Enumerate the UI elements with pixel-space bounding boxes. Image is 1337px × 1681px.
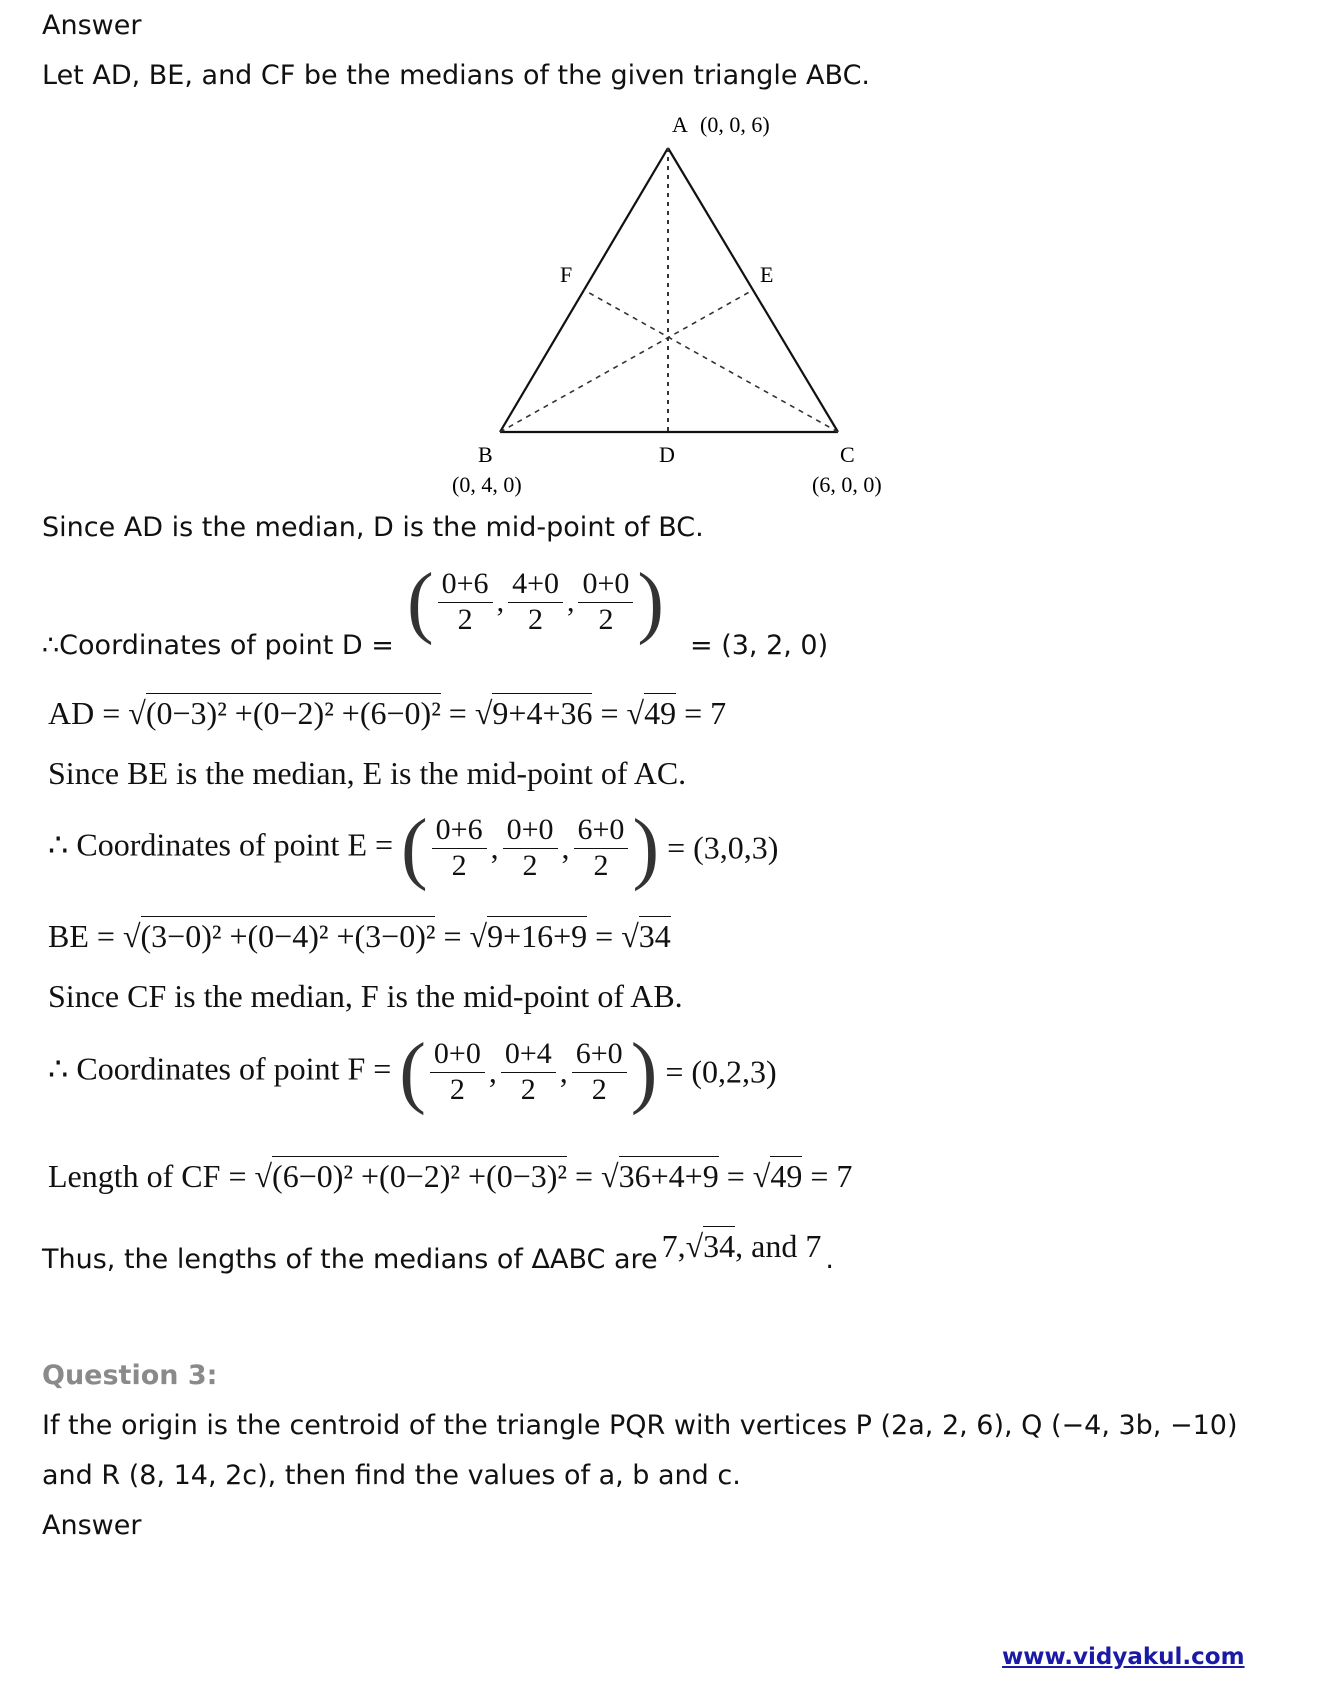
question-heading: Question 3: [42,1360,218,1391]
e-coordinate-line: ∴ Coordinates of point E = ( $\frac{0+6}{2}$ , $\frac{0+0}{2}$ , $\frac{6+0}{2}$ ) = (3,0,3) [48,804,779,892]
median-be [500,290,753,432]
d-fraction-group: ( $\frac{0+6}{2}$ , $\frac{4+0}{2}$ , $\frac{0+0}{2}$ ) [407,558,665,646]
be-equation: BE = √(3−0)² +(0−4)² +(3−0)² = √9+16+9 = √34 [48,918,671,954]
label-a: A [672,112,688,137]
answer-heading-2: Answer [42,1510,142,1541]
median-cf [584,290,838,432]
f-result: = (0,2,3) [665,1053,777,1090]
label-c: C [840,442,855,467]
answer-heading: Answer [42,10,142,41]
d-result: = (3, 2, 0) [690,630,829,661]
label-b: B [478,442,493,467]
conclusion-line: Thus, the lengths of the medians of ΔABC are 7,√34, and 7 . [42,1228,834,1275]
label-e: E [760,262,774,287]
d-intro: Since AD is the median, D is the mid-point of BC. [42,512,704,543]
e-intro: Since BE is the median, E is the mid-point of AC. [48,755,687,791]
triangle-figure [440,110,900,500]
ad-equation: AD = √(0−3)² +(0−2)² +(6−0)² = √9+4+36 = √49 = 7 [48,695,727,731]
f-coordinate-line: ∴ Coordinates of point F = ( $\frac{0+0}{2}$ , $\frac{0+4}{2}$ , $\frac{6+0}{2}$ ) = (0,2,3) [48,1028,777,1116]
coord-a: (0, 0, 6) [700,112,770,137]
label-f: F [560,262,573,287]
f-intro: Since CF is the median, F is the mid-point of AB. [48,978,683,1014]
footer-website-link[interactable]: www.vidyakul.com [1002,1644,1245,1670]
question-line-1: If the origin is the centroid of the triangle PQR with vertices P (2a, 2, 6), Q (−4, 3b, −10) [42,1410,1238,1441]
f-coord-label: ∴ Coordinates of point F = [48,1050,392,1087]
e-coord-label: ∴ Coordinates of point E = [48,826,394,863]
d-coord-label: ∴Coordinates of point D = [42,630,394,661]
cf-equation: Length of CF = √(6−0)² +(0−2)² +(0−3)² = √36+4+9 = √49 = 7 [48,1158,853,1194]
intro-text: Let AD, BE, and CF be the medians of the given triangle ABC. [42,60,871,91]
coord-b: (0, 4, 0) [452,472,522,497]
conclusion-math: 7,√34, and 7 [661,1228,822,1264]
e-result: = (3,0,3) [667,829,779,866]
question-line-2: and R (8, 14, 2c), then find the values of a, b and c. [42,1460,741,1491]
coord-c: (6, 0, 0) [812,472,882,497]
label-d: D [659,442,675,467]
